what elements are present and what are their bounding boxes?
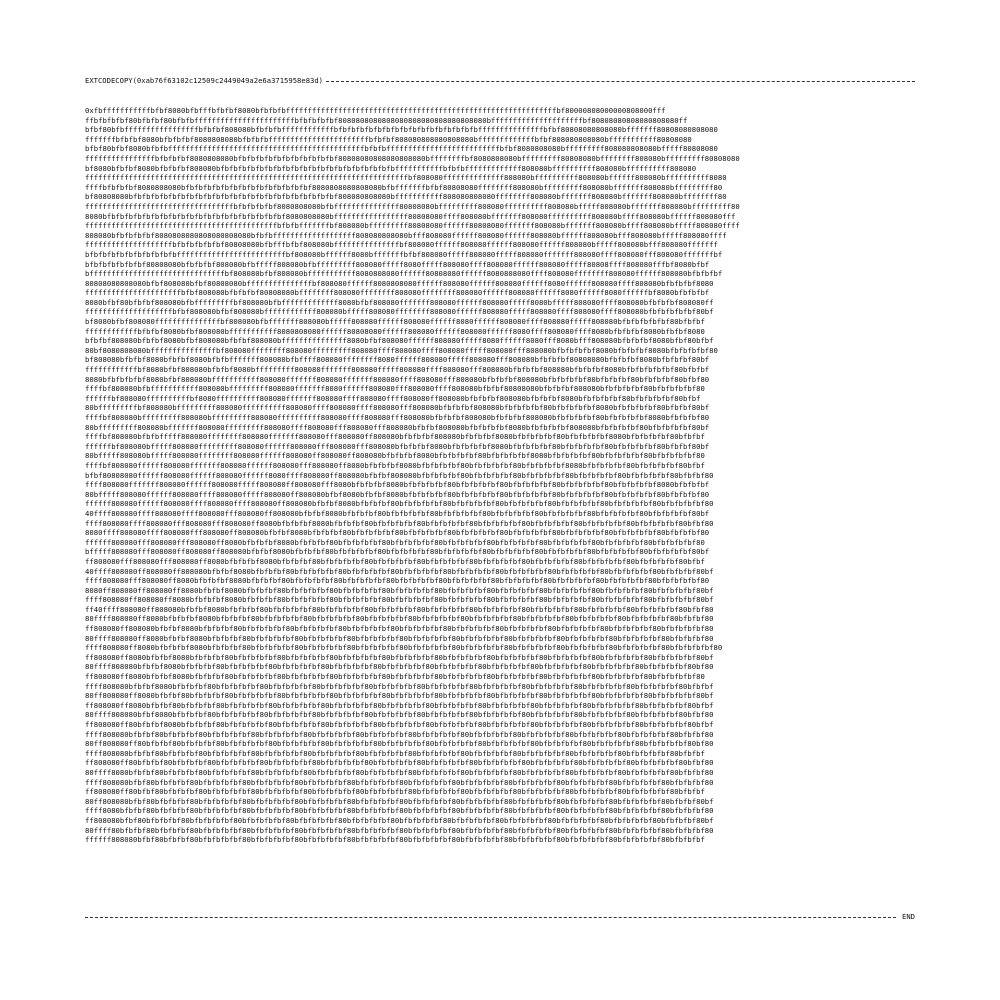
hex-line: ffffff808080bfbf80bfbfbf80bfbfbfbfbf80bfbfbfbfbf80bfbfbfbfbf80bfbfbfbfbf80bfbfbfbfbf80bfbfbfbfbf80bfbfbfbfbf80bfbfbfbfbf80bfbfbfbfbf80bfbfbfbf: [85, 835, 705, 845]
hex-line: bfbfbf808080bfbfbf8080bfbf808080bfbfbf808080bfffffffffffffff8080bfbf808080ffffff808080fffff8080ffffff8080fff8080bfff808080bfbfbfbf8080bfbf80bfbf: [85, 336, 714, 346]
hex-line: ffff808080bfbfbf8080bfbfbfbf80bfbfbfbfbf80bfbfbfbfbf80bfbfbfbfbf80bfbfbfbfbf80bfbfbfbfbf80bfbfbfbfbf80bfbfbfbfbf80bfbfbfbfbf80bfbfbfbfbf80bfbfbf: [85, 681, 714, 691]
hex-line: 80bfffff808080ffffff808080ffff808080fffff808080ff808080bfbf8080bfbfbf8080bfbfbfbfbf80bfbfbfbfbf80bfbfbfbfbf80bfbfbfbfbf80bfbfbfbfbf80bfbfbfbf80: [85, 489, 710, 499]
hex-line: ff40ffff808080ff808080bfbfbf8080bfbfbfbf80bfbfbfbfbf80bfbfbfbfbf80bfbfbfbfbf80bfbfbfbfbf80bfbfbfbfbf80bfbfbfbfbf80bfbfbfbfbf80bfbfbfbfbf80bfbf80: [85, 604, 714, 614]
hex-line: bfffff808080fff808080ff808080ff808080bfbfbf8080bfbfbfbf80bfbfbfbfbf80bfbfbfbfbf80bfbfbfbfbf80bfbfbfbfbf80bfbfbfbfbf80bfbfbfbfbf80bfbfbfbfbf80bf: [85, 547, 710, 557]
header-dashed-rule: [326, 81, 915, 82]
hex-line: ffffbf808080bfffffffff808080bfffffffff808080ffffffffff808080ffff808080fff808080bfbfbfbf808080bfbfbfbf808080bfbfbfbfbf80bfbfbfbfbf8080bfbfbfbf80: [85, 413, 710, 422]
hex-line: ffbfbfbfbf80bfbfbf80bfbfbfffffffffffffffffffffffbfbfbfbfbf8080808080808080808080808080808080bfffffffffffffffffffffbf80808080808080808080ff: [85, 115, 688, 125]
hex-line: 80ff808080ff8080bfbfbf80bfbfbfbf80bfbfbfbfbf80bfbfbfbfbf80bfbfbfbfbf80bfbfbfbfbf80bfbfbfbfbf80bfbfbfbfbf80bfbfbfbfbf80bfbfbfbfbf80bfbfbfbfbf80bf: [85, 691, 714, 701]
hex-line: bfbf80bfbf8080bfbfbfffffffffffffffffffffffffffffffffffffffffffffbfbfbffffffffffffffffffffffffffbfbf8080808080bfffffffff808080808080bfffff80808080: [85, 144, 718, 154]
hex-line: bf8080bfbf808080fffffffffffffffbf808080bfbfffffff808080bfffff808080ffffff808080ffffff8080ffffff808080ffff808080fffff808080bfbfbfbfbfbf80bfbfbf: [85, 317, 705, 327]
footer-dashed-rule: [85, 917, 896, 918]
hex-line: 80bfffffffff808080bfffffff808080fffffffff808080ffff808080fff808080fff808080bfbfbf808080bfbfbfbfbf8080bfbfbfbfbf808080bfbfbfbfbf80bfbfbfbfbf80bf: [85, 422, 710, 432]
hex-line: 80808080808080bfbf808080bfbf80808080bfffffffffffffffbf808080ffffff8080808080ffffff808080ffffff808080ffffff8080ffffff808080ffff808080bfbfbfbf8080: [85, 278, 714, 288]
hex-line: bf80808080bfbfbfbfbfbfbfbfbfbfbfbfbfbfbfbfbfbfbfbfbfbfbfbf808080808080bfffffffffff808080808080ffffffff808080bfffffff808080bfffffff808080bffffffff80: [85, 192, 727, 202]
footer-line: [85, 912, 915, 922]
hex-line: fffffffbfbfbf8080bfbfbfbf8080808080bfbfbfbfffffffffffffffffffffffbfbfbf808080808080808080bfffffffffffffbfbf808080808080bfffffffffff80808080: [85, 134, 692, 144]
hex-line: ffffbf808080ffffff808080fffffff808080ffffff808080fff808080ff8080bfbfbfbf8080bfbfbfbfbf80bfbfbfbfbf80bfbfbfbfbf8080bfbfbfbfbf80bfbfbfbfbf80bfbf: [85, 460, 705, 470]
hex-line: ff808080ff808080bfbfbf8080bfbfbfbf80bfbfbfbfbf80bfbfbfbfbf80bfbfbfbfbf80bfbfbfbfbf80bfbfbfbfbf80bfbfbfbfbf80bfbfbfbfbf80bfbfbfbfbf80bfbfbfbfbf80: [85, 624, 714, 634]
hex-line: 8080bfbf80bfbfbf808080bfbfffffffffbf808080bfbfffffffffffff8080bfbf808080fffffff808080ffffff808080fffff8080bfffff808080ffff808080bfbfbfbf808080ff: [85, 297, 714, 307]
hex-line: 80ff808080bfbf80bfbfbfbf80bfbfbfbfbf80bfbfbfbfbf80bfbfbfbfbf80bfbfbfbfbf80bfbfbfbfbf80bfbfbfbfbf80bfbfbfbfbf80bfbfbfbfbf80bfbfbfbfbf80bfbfbf80bf: [85, 796, 714, 806]
hex-line: 80ffff808080bfbfbf8080bfbfbfbf80bfbfbfbfbf80bfbfbfbfbf80bfbfbfbfbf80bfbfbfbfbf80bfbfbfbfbf80bfbfbfbfbf80bfbfbfbfbf80bfbfbfbfbf80bfbfbfbfbf80bf80: [85, 662, 714, 672]
hex-line: ffff808080bfbfbf80bfbfbfbf80bfbfbfbfbf80bfbfbfbfbf80bfbfbfbfbf80bfbfbfbfbf80bfbfbfbfbf80bfbfbfbfbf80bfbfbfbfbf80bfbfbfbfbf80bfbfbfbfbf80bfbfbf: [85, 748, 705, 758]
hex-line: ffffffffffffffffffffbfbf808080bfbf808080bffffffffffff808080bfffff808080ffffffff808080ffffff808080fffff808080ffff808080ffff808080bfbfbfbfbfbf80bf: [85, 307, 714, 317]
hex-line: ffffffbf808080ffffffffffbf8080ffffffffff808080fffffff808080ffff808080ffff808080ff808080bfbfbfbf808080bfbfbfbf8080bfbfbfbfbf80bfbfbfbfbf80bfbf: [85, 393, 701, 403]
hex-line: 808080bfbfbfbfbf8080808080808080808080bfbfbfffffffffffffffffff808080808080bfff808080ffffff808080ffffff808080bffffff808080bfff808080bfffff808080ffff: [85, 230, 727, 240]
hex-line: 80ffff808080ff8080bfbfbfbf8080bfbfbfbf80bfbfbfbfbf80bfbfbfbfbf80bfbfbfbfbf80bfbfbfbfbf80bfbfbfbfbf80bfbfbfbfbf80bfbfbfbfbf80bfbfbfbfbf80bfbfbf80: [85, 614, 714, 624]
hex-line: 80ffff808080bfbf8080bfbfbfbf80bfbfbfbfbf80bfbfbfbfbf80bfbfbfbfbf80bfbfbfbfbf80bfbfbfbfbf80bfbfbfbfbf80bfbfbfbfbf80bfbfbfbfbf80bfbfbfbfbf80bfbf80: [85, 710, 714, 720]
hex-line: ffffffffffffffffffffffffffffffffffffffffffffbfbfbfffffffbf808080bfffffffff80808080ffffff80808080fffffff808080bfffffff808080bffff808080bfffff808080ffff: [85, 221, 740, 231]
hex-line: bfffffffffffffffffffffffffffffffbf808080bfbf808080bfffffffffff8080808080ffffff80808080ffffff8080808080ffff808080ffffffff808080ffffff808080bfbfbfbf: [85, 269, 723, 279]
hex-line: ffffbfbfbfbf8080808080bfbfbfbfbfbfbfbfbfbfbfbfbfbfbf8080808080808080bfbfffffffbfbf80808080ffffffff808080bfffffffff808080bfffffff808080bfffffffff80: [85, 182, 723, 192]
hex-line: ff808080ff80bfbfbf8080bfbfbfbf80bfbfbfbfbf80bfbfbfbfbf80bfbfbfbfbf80bfbfbfbfbf80bfbfbfbfbf80bfbfbfbfbf80bfbfbfbfbf80bfbfbfbfbf80bfbfbfbfbf80bfbf: [85, 720, 714, 729]
hex-line: ffff808080ff8080bfbfbfbf8080bfbfbfbf80bfbfbfbfbf80bfbfbfbfbf80bfbfbfbfbf80bfbfbfbfbf80bfbfbfbfbf80bfbfbfbfbf80bfbfbfbfbf80bfbfbfbfbf80bfbfbfbfbf80: [85, 643, 723, 653]
hex-line: 0xfbfffffffffffbfbf8080bfbfffbfbfbf8080bfbfbfbffffffffffffffffffffffffffffffffffffffffffffffffffffffffffffffbf80000808000000808000fff: [85, 106, 666, 115]
hex-line: ffff808080bfbf80bfbfbfbf80bfbfbfbfbf80bfbfbfbfbf80bfbfbfbfbf80bfbfbfbfbf80bfbfbfbfbf80bfbfbfbfbf80bfbfbfbfbf80bfbfbfbfbf80bfbfbfbfbf80bfbfbfbf80: [85, 777, 714, 787]
hex-line: ffffffffffffffffffffbfbfbfbfbfbf80808080bfbfffbfbf808080bfffffffffffffffbf808080ffffff808080ffffff808080ffffff808080bfffff808080bfff808080fffffff: [85, 240, 718, 250]
hex-line: ff808080fff808080fff808080ff8080bfbfbfbf8080bfbfbfbf80bfbfbfbfbf80bfbfbfbfbf80bfbfbfbfbf80bfbfbfbfbf80bfbfbfbfbf80bfbfbfbfbf80bfbfbfbfbf80bfbf: [85, 556, 705, 566]
header-line: [85, 76, 915, 86]
hex-line: ff808080ff8080bfbfbf80bfbfbfbf80bfbfbfbfbf80bfbfbfbfbf80bfbfbfbfbf80bfbfbfbfbf80bfbfbfbfbf80bfbfbfbfbf80bfbfbfbfbf80bfbfbfbfbf80bfbfbfbfbf80bfbf: [85, 700, 714, 710]
hex-line: ffff8080bfbfbf80bfbfbfbf80bfbfbfbfbf80bfbfbfbfbf80bfbfbfbfbf80bfbfbfbfbf80bfbfbfbfbf80bfbfbfbfbf80bfbfbfbfbf80bfbfbfbfbf80bfbfbfbfbf80bfbfbfbf80: [85, 806, 714, 816]
hex-line: bfbf80bfbfffffffffffffffffbfbfbf808080bfbfbfbffffffffffffbfbfbfbfbfbfbfbfbfbfbfbfbfbfbfbfbfffffffffffffffbfbf80808080808080bfffffff80808080808080: [85, 125, 718, 135]
hex-line: ffffff808080fff808080fff808080ff8080bfbfbfbf8080bfbfbfbf80bfbfbfbfbf80bfbfbfbfbf80bfbfbfbfbf80bfbfbfbfbf80bfbfbfbfbf80bfbfbfbfbf80bfbfbfbfbf80: [85, 537, 705, 547]
hex-line: ffffffbf808080bfffff808080fffffffff808080ffffff808080fff808080fff808080bfbfbfbf8080bfbfbfbfbf8080bfbfbfbfbf80bfbfbfbfbf80bfbfbfbfbf80bfbfbf80bf: [85, 441, 710, 451]
hex-line: ffff808080ffff808080fff808080fff808080ff8080bfbfbfbf8080bfbfbfbf80bfbfbfbfbf80bfbfbfbfbf80bfbfbfbfbf80bfbfbfbfbf80bfbfbfbfbf80bfbfbfbfbf80bfbf80: [85, 518, 714, 528]
hex-line: ffffff808080ffffff808080ffff808080ffff808080ff808080bfbfbf8080bfbfbfbf80bfbfbfbfbf80bfbfbfbfbf80bfbfbfbfbf80bfbfbfbfbf80bfbfbfbfbf80bfbfbfbfbf80: [85, 499, 714, 509]
hex-line: ffff808080fff808080ff8080bfbfbfbf8080bfbfbfbf80bfbfbfbfbf80bfbfbfbfbf80bfbfbfbfbf80bfbfbfbfbf80bfbfbfbfbf80bfbfbfbfbf80bfbfbfbfbf80bfbfbfbfbf80: [85, 576, 710, 586]
hex-line: ff808080ff8080bfbfbf8080bfbfbfbf80bfbfbfbfbf80bfbfbfbfbf80bfbfbfbfbf80bfbfbfbfbf80bfbfbfbfbf80bfbfbfbfbf80bfbfbfbfbf80bfbfbfbfbf80bfbfbfbfbf80bf: [85, 652, 714, 662]
hex-line: ffff808080fffffff808080ffffff808080fffff808080ff808080fff8080bfbfbfbf8080bfbfbfbfbf80bfbfbfbfbf80bfbfbfbfbf80bfbfbfbfbf80bfbfbfbfbf8080bfbfbfbf: [85, 480, 710, 490]
hex-line: ffffffffffffffffffffffffffffffffffffffffffffffffffffffffffffffffffffffffffbf808080ffffffffffffff808080bffffffffff808080bffffff808080bffffffffff8080: [85, 173, 727, 183]
hex-line: ff808080ff80bfbf80bfbfbfbf80bfbfbfbfbf80bfbfbfbfbf80bfbfbfbfbf80bfbfbfbfbf80bfbfbfbfbf80bfbfbfbfbf80bfbfbfbfbf80bfbfbfbfbf80bfbfbfbfbf80bfbfbf: [85, 787, 705, 797]
end-label: END: [902, 912, 915, 921]
hex-line: ffffffffffffffffbfbfbfbf8080808080bfbfbfbfbfbfbfbfbfbfbfbf80808080808080808080bffffffffbf8080808080bfffffffff80808080bffffffff808080bfffffffff80808080: [85, 153, 740, 163]
hex-line: 8080bfbfbfbfbfbfbfbfbfbfbfbfbfbfbfbfbfbfbfbfbf8080808080bfffffffffffffffff80808080ffff808080bfffffff808080ffffffffff808080bffff808080bffffff808080fff: [85, 211, 736, 221]
hex-line: 80ffff8080bfbfbf80bfbfbfbf80bfbfbfbfbf80bfbfbfbfbf80bfbfbfbfbf80bfbfbfbfbf80bfbfbfbfbf80bfbfbfbfbf80bfbfbfbfbf80bfbfbfbfbf80bfbfbfbfbf80bfbfbf80: [85, 767, 714, 777]
hex-line: bfbfbfbfbfbfbfbfbfbfbfffffffffffffffffffffffffbf808080bffffff8080bfffffffbfbf808080fffff808080fffff808080fffffff808080ffff808080fff808080fffffffbf: [85, 249, 723, 259]
hex-line: ffffbf808080bfbfbfffff808080ffffffff808080fffffff808080fff808080ff808080bfbfbfbf808080bfbfbfbf8080bfbfbfbfbf80bfbfbfbfbf8080bfbfbfbfbf80bfbfbf: [85, 432, 705, 442]
hex-line: ffffbf808080bfbfffffffffff808080bfffffffff808080fffffff8080ffffff808080fff808080ffff808080bfbfbf80808080bfbfbfbf808080bfbfbfbfbf80bfbfbfbfbf80: [85, 384, 705, 394]
extcodecopy-label: EXTCODECOPY(0xab76f63102c12509c2449049a2e6a3715958e83d): [85, 76, 323, 85]
hex-line: ff808080ff8080bfbfbf8080bfbfbfbf80bfbfbfbfbf80bfbfbfbfbf80bfbfbfbfbf80bfbfbfbfbf80bfbfbfbfbf80bfbfbfbfbf80bfbfbfbfbf80bfbfbfbfbf80bfbfbfbfbf80: [85, 672, 705, 682]
hex-line: ffffffffffffbfbfbf8080bfbf808080bfffffffffff8080808080ffffff80808080ffffff808080ffffff808080ffffff8080ffff808080ffff8080bfbfbfbf8080bfbfbf8080: [85, 326, 705, 336]
hex-line: ffff808080ff808080ff8080bfbfbfbf8080bfbfbfbf80bfbfbfbfbf80bfbfbfbfbf80bfbfbfbfbf80bfbfbfbfbf80bfbfbfbfbf80bfbfbfbfbf80bfbfbfbfbf80bfbfbfbfbf80bf: [85, 595, 714, 605]
hex-line: 80bf8080808080bfffffffffffffffbf808080ffffffff808080fffffffff808080ffff808080ffff808080fffff808080fff808080bfbfbfbfbf8080bfbfbfbf8080bfbfbfbfbf80: [85, 345, 718, 355]
hex-line: 80ff808080ff80bfbfbf80bfbfbfbf80bfbfbfbfbf80bfbfbfbfbf80bfbfbfbfbf80bfbfbfbfbf80bfbfbfbfbf80bfbfbfbfbf80bfbfbfbfbf80bfbfbfbfbf80bfbfbfbfbf80bf80: [85, 739, 714, 749]
hex-line: ffffffffffffffffffffffffffffffffffbfbfbfbfbf8080808080bfbfffffffffffffff80808080bfffffffff808080ffffffffff808080bfffff808080bfffffff808080bfffffffff80: [85, 201, 740, 211]
hex-line: 40ffff808080ff808080ff808080bfbfbf8080bfbfbfbf80bfbfbfbfbf80bfbfbfbfbf80bfbfbfbfbf80bfbfbfbfbf80bfbfbfbfbf80bfbfbfbfbf80bfbfbfbfbf80bfbfbfbf80bf: [85, 566, 714, 576]
hex-line: 8080bfbfbfbfbf8080bfbf808080bfffffffffff808080fffffff808080fffffff808080ffff808080fff808080bfbfbfbf808080bfbfbfbfbf80bfbfbfbf80bfbfbfbf80bfbf80: [85, 374, 710, 384]
hex-line: bfbf80808080ffffff808080ffffff808080ffffff8080ffff808080ff808080bfbfbf808080bfbfbfbfbf80bfbfbfbfbf80bfbfbfbfbf80bfbfbfbfbf80bfbfbfbfbf80bfbfbf80: [85, 470, 714, 480]
disassembly-view: [85, 76, 915, 894]
hex-line: 80bfffffffffbf808080bfffffffff808080ffffffffff808080ffff808080ffff808080fff808080bfbfbfbf808080bfbfbfbfbf80bfbfbfbfbf8080bfbfbfbfbf80bfbfbf80bf: [85, 403, 710, 413]
hex-line: bfbfbfbfbfbfbf80808080bfbfbfbf808080bfbfffff808080bfbfffffffff808080fffff8080fffff808080ffff808080ffffff808080fffff80808ffff808080fffbf8080bfbf: [85, 259, 710, 269]
hex-line: 80ffff808080ff8080bfbfbf8080bfbfbfbf80bfbfbfbfbf80bfbfbfbfbf80bfbfbfbfbf80bfbfbfbfbf80bfbfbfbfbf80bfbfbfbfbf80bfbfbfbfbf80bfbfbfbfbf80bfbfbfbf80: [85, 633, 714, 643]
hex-line: 80bfffff808080bfffff808080ffffffff808080ffffff808080ff808080ff808080bfbfbfbf8080bfbfbfbfbf80bfbfbfbfbf8080bfbfbfbfbf80bfbfbfbfbf80bfbfbfbfbf80: [85, 451, 705, 461]
hex-line: 80ffff80bfbfbf80bfbfbfbf80bfbfbfbfbf80bfbfbfbfbf80bfbfbfbfbf80bfbfbfbfbf80bfbfbfbfbf80bfbfbfbfbf80bfbfbfbfbf80bfbfbfbfbf80bfbfbfbfbf80bfbfbfbf80: [85, 825, 714, 835]
hex-line: ffff808080bfbfbf80bfbfbfbf80bfbfbfbfbf80bfbfbfbfbf80bfbfbfbfbf80bfbfbfbfbf80bfbfbfbfbf80bfbfbfbfbf80bfbfbfbfbf80bfbfbfbfbf80bfbfbfbfbf80bfbfbf80: [85, 729, 714, 739]
hex-line: ff808080bfbf80bfbfbfbf80bfbfbfbfbf80bfbfbfbfbf80bfbfbfbfbf80bfbfbfbfbf80bfbfbfbfbf80bfbfbfbfbf80bfbfbfbfbf80bfbfbfbfbf80bfbfbfbfbf80bfbfbfbf80bf: [85, 815, 714, 825]
hex-line: ffffffffffffbf8080bfbf808080bfbfbf8080bfffffffff808080fffffff808080fffff808080ffff808080fff808080bfbfbfbf808080bfbfbfbf8080bfbfbfbfbfbf80bfbfbf: [85, 365, 710, 375]
bytecode-hex-block: [85, 106, 915, 894]
hex-line: ffffffffffffffffffffffbfbf808080bfbfbfbf80808080bffffffff808080ffffffff808080ffffffff808080ffffff808080ffffff8080ffffff8080ffffffbf8080bfbfbfbf: [85, 288, 710, 298]
hex-line: 8080ffff808080ffff808080fff808080ff808080bfbfbf8080bfbfbfbf80bfbfbfbfbf80bfbfbfbfbf80bfbfbfbfbf80bfbfbfbfbf80bfbfbfbfbf80bfbfbfbfbf80bfbfbfbf80: [85, 528, 710, 538]
hex-line: bf8080bfbfbf8080bfbfbfbf808080bfbfbfbfbfbfbfbfbfbfbfbfbfbfbfbfbfbfbfbfbfffffffffffbfbfbfffffffffffff808080bffffffffff808080bffffffffff808080: [85, 163, 697, 173]
hex-line: 8080ff808080ff808080ff8080bfbfbf8080bfbfbfbf80bfbfbfbfbf80bfbfbfbfbf80bfbfbfbfbf80bfbfbfbfbf80bfbfbfbfbf80bfbfbfbfbf80bfbfbfbfbf80bfbfbfbfbf80bf: [85, 585, 714, 595]
hex-line: bf808080bfbfbf8080bfbfbf8080bfbfbfffffff808080bfbffff808080ffffffff8080ffffff808080fffff808080fff808080bfbfbfbf80808080bfbfbfbf8080bfbfbfbf80bf: [85, 355, 710, 365]
hex-line: 40ffff808080ffff808080ffff808080fff808080ff808080bfbfbf8080bfbfbfbf80bfbfbfbfbf80bfbfbfbfbf80bfbfbfbfbf80bfbfbfbfbf80bfbfbfbfbf80bfbfbfbfbf80bf: [85, 508, 710, 518]
hex-line: ff808080ff80bfbfbf80bfbfbfbf80bfbfbfbfbf80bfbfbfbfbf80bfbfbfbfbf80bfbfbfbfbf80bfbfbfbfbf80bfbfbfbfbf80bfbfbfbfbf80bfbfbfbfbf80bfbfbfbfbf80bfbf80: [85, 758, 714, 768]
